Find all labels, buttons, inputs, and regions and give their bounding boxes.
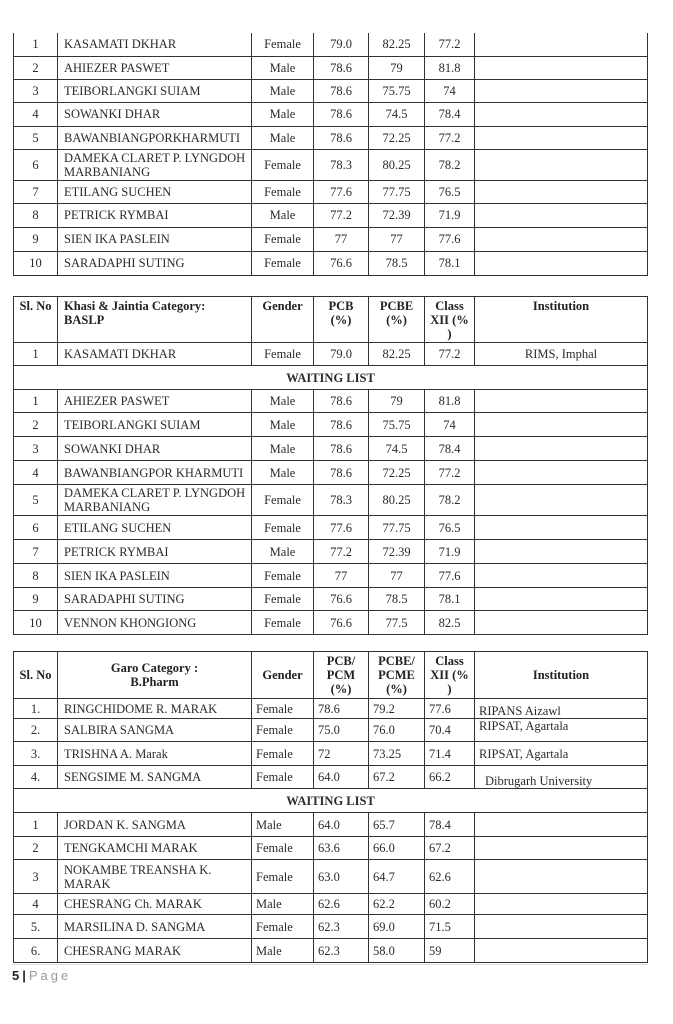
pcb-cell: 75.0 <box>314 719 369 742</box>
institution-cell <box>475 516 648 540</box>
pcbe-cell: 72.39 <box>369 203 425 227</box>
institution-cell <box>475 588 648 611</box>
gender-cell: Male <box>252 413 314 437</box>
name-cell: KASAMATI DKHAR <box>58 33 252 56</box>
name-cell: SENGSIME M. SANGMA <box>58 766 252 789</box>
table-row <box>14 540 648 564</box>
pcb-cell: 78.3 <box>314 149 369 180</box>
table-row <box>14 251 648 275</box>
name-cell: TEIBORLANGKI SUIAM <box>58 79 252 102</box>
name-cell: TRISHNA A. Marak <box>58 742 252 766</box>
class-xii-cell: 71.4 <box>425 742 475 766</box>
gender-cell: Female <box>252 227 314 251</box>
name-cell: PETRICK RYMBAI <box>58 203 252 227</box>
pcbe-cell: 75.75 <box>369 413 425 437</box>
class-xii-cell: 82.5 <box>425 611 475 635</box>
table-row <box>14 149 648 180</box>
table-row <box>14 437 648 461</box>
pcbe-cell: 77 <box>369 227 425 251</box>
table-row <box>14 742 648 766</box>
sl-cell: 1. <box>14 699 58 719</box>
pcb-cell: 78.6 <box>314 102 369 126</box>
pcb-cell: 76.6 <box>314 251 369 275</box>
sl-cell: 3 <box>14 860 58 894</box>
sl-cell: 8 <box>14 203 58 227</box>
institution-cell <box>475 540 648 564</box>
gender-cell: Male <box>252 894 314 915</box>
name-cell: NOKAMBE TREANSHA K. MARAK <box>58 860 252 894</box>
sl-cell: 9 <box>14 227 58 251</box>
pcbe-cell: 72.25 <box>369 126 425 149</box>
sl-cell: 2. <box>14 719 58 742</box>
sl-cell: 8 <box>14 564 58 588</box>
pcbe-cell: 77.75 <box>369 180 425 203</box>
name-cell: AHIEZER PASWET <box>58 56 252 79</box>
pcb-cell: 63.0 <box>314 860 369 894</box>
gender-cell: Female <box>252 742 314 766</box>
institution-cell: RIMS, Imphal <box>475 343 648 366</box>
sl-cell: 5 <box>14 126 58 149</box>
pcbe-cell: 74.5 <box>369 437 425 461</box>
institution-cell <box>475 251 648 275</box>
class-xii-cell: 77.2 <box>425 126 475 149</box>
institution-cell <box>475 149 648 180</box>
pcb-cell: 79.0 <box>314 343 369 366</box>
pcbe-cell: 79.2 <box>369 699 425 719</box>
pcbe-cell: 80.25 <box>369 485 425 516</box>
pcb-cell: 79.0 <box>314 33 369 56</box>
sl-cell: 2 <box>14 837 58 860</box>
table-garo-bpharm <box>13 651 648 963</box>
pcbe-cell: 82.25 <box>369 33 425 56</box>
gender-cell: Male <box>252 203 314 227</box>
sl-cell: 10 <box>14 251 58 275</box>
waiting-list-row <box>14 789 648 813</box>
table-continued-list <box>13 33 648 276</box>
pcbe-cell: 77.5 <box>369 611 425 635</box>
pcbe-cell: 79 <box>369 56 425 79</box>
institution-cell: RIPSAT, Agartala <box>475 742 648 766</box>
pcbe-cell: 67.2 <box>369 766 425 789</box>
table-row <box>14 564 648 588</box>
sl-cell: 3 <box>14 437 58 461</box>
institution-cell <box>475 413 648 437</box>
pcb-cell: 77 <box>314 227 369 251</box>
table-row <box>14 461 648 485</box>
gender-cell: Female <box>252 149 314 180</box>
table-row <box>14 588 648 611</box>
name-cell: BAWANBIANGPOR KHARMUTI <box>58 461 252 485</box>
table-row <box>14 102 648 126</box>
name-cell: SOWANKI DHAR <box>58 102 252 126</box>
class-xii-cell: 66.2 <box>425 766 475 789</box>
name-cell: PETRICK RYMBAI <box>58 540 252 564</box>
class-xii-cell: 59 <box>425 939 475 963</box>
sl-cell: 6 <box>14 516 58 540</box>
name-cell: ETILANG SUCHEN <box>58 180 252 203</box>
institution-cell <box>475 437 648 461</box>
gender-cell: Female <box>252 33 314 56</box>
name-cell: SIEN IKA PASLEIN <box>58 227 252 251</box>
sl-cell: 10 <box>14 611 58 635</box>
pcb-cell: 72 <box>314 742 369 766</box>
name-cell: DAMEKA CLARET P. LYNGDOH MARBANIANG <box>58 149 252 180</box>
name-cell: SOWANKI DHAR <box>58 437 252 461</box>
table-row <box>14 699 648 719</box>
name-cell: KASAMATI DKHAR <box>58 343 252 366</box>
sl-cell: 1 <box>14 390 58 413</box>
class-xii-cell: 60.2 <box>425 894 475 915</box>
pcbe-cell: 58.0 <box>369 939 425 963</box>
class-xii-cell: 77.2 <box>425 33 475 56</box>
name-cell: ETILANG SUCHEN <box>58 516 252 540</box>
institution-cell <box>475 939 648 963</box>
name-cell: RINGCHIDOME R. MARAK <box>58 699 252 719</box>
header-institution: Institution <box>475 297 648 343</box>
sl-cell: 9 <box>14 588 58 611</box>
table-row <box>14 837 648 860</box>
pcbe-cell: 65.7 <box>369 813 425 837</box>
name-cell: VENNON KHONGIONG <box>58 611 252 635</box>
class-xii-cell: 78.4 <box>425 813 475 837</box>
institution-cell <box>475 180 648 203</box>
name-cell: CHESRANG MARAK <box>58 939 252 963</box>
header-sl-no: Sl. No <box>14 297 58 343</box>
gender-cell: Male <box>252 813 314 837</box>
pcbe-cell: 74.5 <box>369 102 425 126</box>
sl-cell: 1 <box>14 33 58 56</box>
pcbe-cell: 78.5 <box>369 251 425 275</box>
header-pcb: PCB (%) <box>314 297 369 343</box>
waiting-list-label: WAITING LIST <box>14 366 648 390</box>
class-xii-cell: 71.9 <box>425 540 475 564</box>
header-gender: Gender <box>252 297 314 343</box>
gender-cell: Male <box>252 126 314 149</box>
gender-cell: Female <box>252 766 314 789</box>
class-xii-cell: 74 <box>425 79 475 102</box>
table-row <box>14 180 648 203</box>
gender-cell: Female <box>252 251 314 275</box>
name-cell: JORDAN K. SANGMA <box>58 813 252 837</box>
pcb-cell: 77.6 <box>314 180 369 203</box>
pcb-cell: 78.6 <box>314 699 369 719</box>
table-row <box>14 126 648 149</box>
institution-cell <box>475 79 648 102</box>
footer-divider <box>12 964 648 965</box>
name-cell: AHIEZER PASWET <box>58 390 252 413</box>
sl-cell: 3 <box>14 79 58 102</box>
institution-cell: Dibrugarh University <box>475 766 648 789</box>
name-cell: TEIBORLANGKI SUIAM <box>58 413 252 437</box>
pcb-cell: 63.6 <box>314 837 369 860</box>
gender-cell: Female <box>252 180 314 203</box>
pcbe-cell: 77 <box>369 564 425 588</box>
institution-cell <box>475 860 648 894</box>
pcbe-cell: 78.5 <box>369 588 425 611</box>
table-row <box>14 766 648 789</box>
pcbe-cell: 75.75 <box>369 79 425 102</box>
table-row <box>14 915 648 939</box>
table-row <box>14 79 648 102</box>
table-row <box>14 894 648 915</box>
gender-cell: Male <box>252 56 314 79</box>
pcb-cell: 78.6 <box>314 126 369 149</box>
name-cell: SARADAPHI SUTING <box>58 588 252 611</box>
name-cell: TENGKAMCHI MARAK <box>58 837 252 860</box>
gender-cell: Male <box>252 461 314 485</box>
sl-cell: 4 <box>14 461 58 485</box>
pcb-cell: 78.6 <box>314 79 369 102</box>
table-row <box>14 33 648 56</box>
institution-cell <box>475 564 648 588</box>
institution-cell <box>475 203 648 227</box>
header-row <box>14 652 648 699</box>
gender-cell: Male <box>252 79 314 102</box>
institution-cell <box>475 126 648 149</box>
institution-cell <box>475 461 648 485</box>
gender-cell: Female <box>252 699 314 719</box>
sl-cell: 7 <box>14 180 58 203</box>
gender-cell: Female <box>252 719 314 742</box>
institution-cell <box>475 102 648 126</box>
institution-cell <box>475 56 648 79</box>
pcb-cell: 78.6 <box>314 390 369 413</box>
class-xii-cell: 62.6 <box>425 860 475 894</box>
sl-cell: 6. <box>14 939 58 963</box>
sl-cell: 7 <box>14 540 58 564</box>
table-row <box>14 485 648 516</box>
pcbe-cell: 73.25 <box>369 742 425 766</box>
class-xii-cell: 77.6 <box>425 227 475 251</box>
header-gender: Gender <box>252 652 314 699</box>
gender-cell: Male <box>252 540 314 564</box>
table-row <box>14 413 648 437</box>
pcb-cell: 76.6 <box>314 611 369 635</box>
gender-cell: Female <box>252 611 314 635</box>
page-number: 5 <box>12 968 20 983</box>
institution-cell <box>475 837 648 860</box>
table-khasi-jaintia-baslp <box>13 296 648 635</box>
class-xii-cell: 81.8 <box>425 390 475 413</box>
name-cell: CHESRANG Ch. MARAK <box>58 894 252 915</box>
class-xii-cell: 77.2 <box>425 461 475 485</box>
page-separator: | <box>22 968 26 983</box>
gender-cell: Female <box>252 860 314 894</box>
pcb-cell: 77.2 <box>314 203 369 227</box>
class-xii-cell: 70.4 <box>425 719 475 742</box>
header-pcbe-pcme: PCBE/ PCME (%) <box>369 652 425 699</box>
pcb-cell: 77.6 <box>314 516 369 540</box>
class-xii-cell: 67.2 <box>425 837 475 860</box>
name-cell: DAMEKA CLARET P. LYNGDOH MARBANIANG <box>58 485 252 516</box>
institution-cell <box>475 813 648 837</box>
pcbe-cell: 72.39 <box>369 540 425 564</box>
waiting-list-label: WAITING LIST <box>14 789 648 813</box>
class-xii-cell: 78.4 <box>425 437 475 461</box>
table-row <box>14 860 648 894</box>
name-cell: SARADAPHI SUTING <box>58 251 252 275</box>
sl-cell: 6 <box>14 149 58 180</box>
table-row <box>14 611 648 635</box>
institution-cell <box>475 33 648 56</box>
gender-cell: Female <box>252 837 314 860</box>
institution-cell: RIPANS Aizawl <box>475 699 648 719</box>
class-xii-cell: 71.9 <box>425 203 475 227</box>
gender-cell: Male <box>252 390 314 413</box>
gender-cell: Female <box>252 588 314 611</box>
sl-cell: 5. <box>14 915 58 939</box>
waiting-list-row <box>14 366 648 390</box>
header-pcb-pcm: PCB/ PCM (%) <box>314 652 369 699</box>
class-xii-cell: 76.5 <box>425 180 475 203</box>
table-row <box>14 227 648 251</box>
table-row <box>14 390 648 413</box>
pcbe-cell: 66.0 <box>369 837 425 860</box>
class-xii-cell: 81.8 <box>425 56 475 79</box>
class-xii-cell: 77.2 <box>425 343 475 366</box>
header-class-xii: Class XII (% ) <box>425 297 475 343</box>
table-row <box>14 56 648 79</box>
gender-cell: Female <box>252 485 314 516</box>
pcb-cell: 77.2 <box>314 540 369 564</box>
pcb-cell: 62.3 <box>314 939 369 963</box>
pcb-cell: 64.0 <box>314 766 369 789</box>
pcbe-cell: 79 <box>369 390 425 413</box>
header-institution: Institution <box>475 652 648 699</box>
sl-cell: 1 <box>14 813 58 837</box>
table-row <box>14 813 648 837</box>
institution-cell <box>475 894 648 915</box>
gender-cell: Male <box>252 102 314 126</box>
page-label: Page <box>28 968 72 983</box>
sl-cell: 2 <box>14 56 58 79</box>
class-xii-cell: 78.1 <box>425 251 475 275</box>
pcbe-cell: 62.2 <box>369 894 425 915</box>
pcb-cell: 62.3 <box>314 915 369 939</box>
sl-cell: 5 <box>14 485 58 516</box>
table-row <box>14 516 648 540</box>
name-cell: SIEN IKA PASLEIN <box>58 564 252 588</box>
gender-cell: Female <box>252 915 314 939</box>
pcbe-cell: 77.75 <box>369 516 425 540</box>
sl-cell: 2 <box>14 413 58 437</box>
pcbe-cell: 69.0 <box>369 915 425 939</box>
pcb-cell: 64.0 <box>314 813 369 837</box>
pcb-cell: 76.6 <box>314 588 369 611</box>
header-category: Khasi & Jaintia Category: BASLP <box>58 297 252 343</box>
pcb-cell: 78.6 <box>314 413 369 437</box>
name-cell: BAWANBIANGPORKHARMUTI <box>58 126 252 149</box>
pcb-cell: 78.6 <box>314 461 369 485</box>
gender-cell: Female <box>252 516 314 540</box>
gender-cell: Male <box>252 437 314 461</box>
pcb-cell: 77 <box>314 564 369 588</box>
institution-cell <box>475 611 648 635</box>
header-class-xii: Class XII (% ) <box>425 652 475 699</box>
class-xii-cell: 78.4 <box>425 102 475 126</box>
gender-cell: Female <box>252 564 314 588</box>
class-xii-cell: 77.6 <box>425 699 475 719</box>
header-category: Garo Category : B.Pharm <box>58 652 252 699</box>
header-sl-no: Sl. No <box>14 652 58 699</box>
class-xii-cell: 78.1 <box>425 588 475 611</box>
pcbe-cell: 72.25 <box>369 461 425 485</box>
name-cell: SALBIRA SANGMA <box>58 719 252 742</box>
class-xii-cell: 74 <box>425 413 475 437</box>
institution-cell <box>475 915 648 939</box>
sl-cell: 4 <box>14 102 58 126</box>
class-xii-cell: 77.6 <box>425 564 475 588</box>
class-xii-cell: 76.5 <box>425 516 475 540</box>
sl-cell: 1 <box>14 343 58 366</box>
table-row <box>14 939 648 963</box>
institution-cell <box>475 485 648 516</box>
pcb-cell: 62.6 <box>314 894 369 915</box>
institution-cell: RIPSAT, Agartala <box>475 719 648 742</box>
institution-cell <box>475 227 648 251</box>
pcb-cell: 78.6 <box>314 56 369 79</box>
institution-cell <box>475 390 648 413</box>
pcb-cell: 78.3 <box>314 485 369 516</box>
gender-cell: Male <box>252 939 314 963</box>
gender-cell: Female <box>252 343 314 366</box>
header-pcbe: PCBE (%) <box>369 297 425 343</box>
name-cell: MARSILINA D. SANGMA <box>58 915 252 939</box>
class-xii-cell: 78.2 <box>425 149 475 180</box>
sl-cell: 4. <box>14 766 58 789</box>
table-row <box>14 719 648 742</box>
class-xii-cell: 71.5 <box>425 915 475 939</box>
pcbe-cell: 64.7 <box>369 860 425 894</box>
table-row <box>14 343 648 366</box>
table-row <box>14 203 648 227</box>
pcbe-cell: 80.25 <box>369 149 425 180</box>
pcb-cell: 78.6 <box>314 437 369 461</box>
sl-cell: 4 <box>14 894 58 915</box>
pcbe-cell: 76.0 <box>369 719 425 742</box>
header-row <box>14 297 648 343</box>
class-xii-cell: 78.2 <box>425 485 475 516</box>
sl-cell: 3. <box>14 742 58 766</box>
page-footer <box>12 968 71 983</box>
pcbe-cell: 82.25 <box>369 343 425 366</box>
